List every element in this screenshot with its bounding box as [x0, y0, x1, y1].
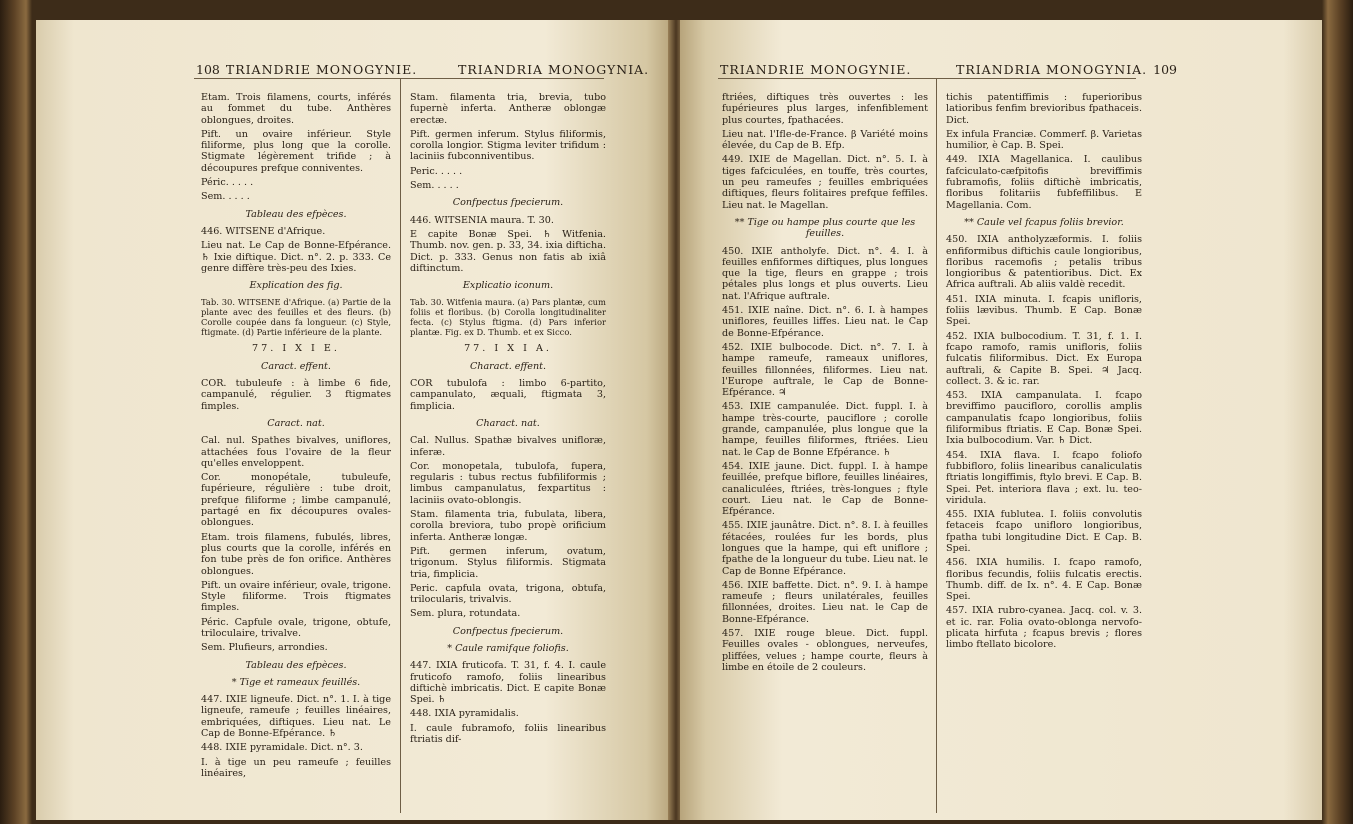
text-paragraph: E capite Bonæ Spei. ♄ Witfenia. Thumb. nov. gen. p. 33, 34. ixia difticha. Dict. p. 333. Genus non fatis ab ixiâ diftinctum. — [410, 228, 606, 274]
text-paragraph: 447. IXIA fruticofa. T. 31, f. 4. I. caule fruticofo ramofo, foliis linearibus diftichè imbricatis. Dict. E capite Bonæ Spei. ♄ — [410, 660, 606, 706]
text-paragraph: Sem. Plufieurs, arrondies. — [201, 642, 328, 654]
text-paragraph: 457. IXIE rouge bleue. Dict. fuppl. Feuilles ovales - oblongues, nerveufes, pliffées, velues ; hampe courte, fleurs à limbe en étoile de 2 couleurs. — [722, 628, 928, 673]
text-paragraph: Lieu nat. l'Ifle-de-France. β Variété moins élevée, du Cap de B. Efp. — [722, 128, 928, 152]
text-paragraph: 77. I X I E. — [252, 343, 340, 355]
right-latin-column — [946, 92, 1142, 654]
text-paragraph: Sem. . . . . — [410, 180, 459, 192]
right-col1-header: TRIANDRIE MONOGYNIE. — [720, 62, 912, 77]
text-paragraph: Péric. . . . . — [201, 177, 254, 189]
text-paragraph: 451. IXIE naîne. Dict. n°. 6. I. à hampes uniflores, feuilles liffes. Lieu nat. le Cap de Bonne-Efpérance. — [722, 305, 928, 339]
text-paragraph: 456. IXIA humilis. I. fcapo ramofo, floribus fecundis, foliis fulcatis erectis. Thumb. diff. de Ix. n°. 4. E Cap. Bonæ Spei. — [946, 557, 1142, 603]
text-paragraph: 456. IXIE baffette. Dict. n°. 9. I. à hampe rameufe ; fleurs unilatérales, feuilles fillonnées, droites. Lieu nat. le Cap de Bonne-Efpérance. — [722, 579, 928, 625]
text-paragraph: I. caule fubramofo, foliis linearibus ftriatis dif- — [410, 722, 606, 746]
text-paragraph: Pift. germen inferum. Stylus filiformis, corolla longior. Stigma leviter trifidum : laciniis fubconniventibus. — [410, 128, 606, 163]
text-paragraph: Etam. Trois filamens, courts, inférés au fommet du tube. Anthères oblongues, droites. — [201, 92, 391, 126]
text-paragraph: Tab. 30. WITSENE d'Afrique. (a) Partie de la plante avec des feuilles et des fleurs. (b) Corolle coupée dans fa longueur. (c) Style, ftigmate. (d) Partie inférieure de la plante. — [201, 297, 391, 338]
text-paragraph: Stam. filamenta tria, brevia, tubo fupernè inferta. Antheræ oblongæ erectæ. — [410, 92, 606, 126]
text-paragraph: 448. IXIE pyramidale. Dict. n°. 3. — [201, 742, 363, 754]
page-number: 109 — [1153, 62, 1178, 77]
text-paragraph: 455. IXIE jaunâtre. Dict. n°. 8. I. à feuilles fétacées, roulées fur les bords, plus longues que la hampe, qui eft uniflore ; fpathe de la longueur du tube. Lieu nat. le Cap de Bonne Efpérance. — [722, 520, 928, 577]
text-paragraph: Cal. nul. Spathes bivalves, uniflores, attachées fous l'ovaire de la fleur qu'elles enveloppent. — [201, 435, 391, 469]
text-paragraph: Peric. capfula ovata, trigona, obtufa, trilocularis, trivalvis. — [410, 582, 606, 606]
text-paragraph: Explicatio iconum. — [462, 280, 554, 292]
text-paragraph: tichis patentiffimis : fuperioribus latioribus fenfim brevioribus fpathaceis. Dict. — [946, 92, 1142, 126]
left-page — [36, 20, 672, 820]
page-number: 108 — [196, 62, 220, 77]
text-paragraph: Tab. 30. Witfenia maura. (a) Pars plantæ, cum foliis et floribus. (b) Corolla longitudinaliter fecta. (c) Stylus ftigma. (d) Pars inferior plantæ. Fig. ex D. Thumb. et ex Sicco. — [410, 297, 606, 338]
text-paragraph: Pift. germen inferum, ovatum, trigonum. Stylus filiformis. Stigmata tria, fimplicia. — [410, 545, 606, 580]
text-paragraph: Péric. Capfule ovale, trigone, obtufe, triloculaire, trivalve. — [201, 616, 391, 639]
text-paragraph: Caract. effent. — [261, 360, 331, 372]
text-paragraph: Etam. trois filamens, fubulés, libres, plus courts que la corolle, inférés en fon tube près de fon orifice. Anthères oblongues. — [201, 531, 391, 577]
text-paragraph: Lieu nat. Le Cap de Bonne-Efpérance. ♄ Ixie diftique. Dict. n°. 2. p. 333. Ce genre diffère très-peu des Ixies. — [201, 240, 391, 274]
text-paragraph: 454. IXIE jaune. Dict. fuppl. I. à hampe feuillée, prefque biflore, feuilles linéaires, canaliculées, ftriées, très-longues ; ftyle court. Lieu nat. le Cap de Bonne-Efpérance. — [722, 460, 928, 518]
text-paragraph: Tableau des efpèces. — [245, 208, 347, 220]
text-paragraph: 450. IXIE antholyfe. Dict. n°. 4. I. à feuilles enfiformes diftiques, plus longues que la tige, fleurs en grappe ; trois pétales plus longs et plus ouverts. Lieu nat. l'Afrique auftrale. — [722, 245, 928, 302]
header-rule — [718, 78, 1136, 79]
left-french-column — [201, 92, 391, 782]
text-paragraph: 446. WITSENIA maura. T. 30. — [410, 214, 554, 226]
left-latin-column — [410, 92, 606, 748]
text-paragraph: 448. IXIA pyramidalis. — [410, 708, 519, 720]
text-paragraph: I. à tige un peu rameufe ; feuilles linéaires, — [201, 756, 391, 779]
text-paragraph: ftriées, diftiques très ouvertes : les fupérieures plus larges, infenfiblement plus courtes, fpathacées. — [722, 92, 928, 126]
text-paragraph: Confpectus fpecierum. — [452, 197, 564, 209]
left-col2-header: TRIANDRIA MONOGYNIA. — [458, 62, 650, 77]
text-paragraph: 77. I X I A. — [464, 343, 552, 355]
text-paragraph: Cal. Nullus. Spathæ bivalves unifloræ, inferæ. — [410, 435, 606, 458]
right-col2-header: TRIANDRIA MONOGYNIA. 109 — [956, 62, 1178, 77]
text-paragraph: Tableau des efpèces. — [245, 659, 347, 671]
text-paragraph: 449. IXIE de Magellan. Dict. n°. 5. I. à tiges fafciculées, en touffe, très courtes, un peu rameufes ; feuilles embriquées diftiques, fleurs folitaires prefque feffiles. Lieu nat. le Magellan. — [722, 154, 928, 211]
text-paragraph: Charact. nat. — [476, 417, 540, 429]
text-paragraph: COR. tubuleufe : à limbe 6 fide, campanulé, régulier. 3 ftigmates fimples. — [201, 378, 391, 412]
text-paragraph: * Caule ramifque foliofis. — [447, 642, 569, 654]
left-col1-header: 108 TRIANDRIE MONOGYNIE. — [196, 62, 418, 77]
text-paragraph: Ex infula Franciæ. Commerf. β. Varietas humilior, è Cap. B. Spei. — [946, 128, 1142, 152]
text-paragraph: Peric. . . . . — [410, 165, 463, 177]
text-paragraph: 449. IXIA Magellanica. I. caulibus fafciculato-cæfpitofis breviffimis fubramofis, foliis diftichè imbricatis, floribus folitariis fubfeffilibus. E Magellania. Com. — [946, 154, 1142, 211]
column-rule — [936, 78, 937, 813]
text-paragraph: 446. WITSENE d'Afrique. — [201, 225, 326, 237]
text-paragraph: 455. IXIA fubluteа. I. foliis convolutis fetaceis fcapo unifloro longioribus, fpatha tubi longitudine Dict. E Cap. B. Spei. — [946, 509, 1142, 554]
text-paragraph: 452. IXIE bulbocode. Dict. n°. 7. I. à hampe rameufe, rameaux uniflores, feuilles fillonnées, filiformes. Lieu nat. l'Europe auftrale, le Cap de Bonne-Efpérance. ♃ — [722, 341, 928, 399]
text-paragraph: Cor. monopétale, tubuleufe, fupérieure, régulière : tube droit, prefque filiforme ; limbe campanulé, partagé en fix découpures ovales-oblongues. — [201, 472, 391, 529]
text-paragraph: ** Caule vel fcapus foliis brevior. — [964, 216, 1124, 228]
text-paragraph: 457. IXIA rubro-cyanea. Jacq. col. v. 3. et ic. rar. Folia ovato-oblonga nervofo-plicata hirfuta ; fcapus brevis ; flores limbo ftellato bicolore. — [946, 605, 1142, 651]
text-paragraph: COR tubulofa : limbo 6-partito, campanulato, æquali, ftigmata 3, fimplicia. — [410, 378, 606, 412]
right-french-column — [722, 92, 928, 676]
text-paragraph: Charact. effent. — [469, 360, 547, 372]
right-page — [680, 20, 1322, 820]
text-paragraph: 454. IXIA flava. I. fcapo foliofo fubbifloro, foliis linearibus canaliculatis ftriatis longiffimis, ftylo brevi. E Cap. B. Spei. Pet. interiora flava ; ext. lu. teo-viridula. — [946, 449, 1142, 506]
text-paragraph: 453. IXIA campanulata. I. fcapo breviffimo paucifloro, corollis amplis campanulatis fcapo longioribus, foliis filiformibus ftriatis. E Cap. Bonæ Spei. Ixia bulbocodium. Var. ♄ Dict. — [946, 390, 1142, 447]
header-rule — [194, 78, 604, 79]
text-paragraph: Explication des fig. — [249, 280, 343, 292]
text-paragraph: Cor. monopetala, tubulofa, fupera, regularis : tubus rectus fubfiliformis ; limbus campanulatus, fexpartitus : laciniis ovato-oblongis. — [410, 460, 606, 506]
text-paragraph: Stam. filamenta tria, fubulata, libera, corolla breviora, tubo propè orificium inferta. Antheræ longæ. — [410, 509, 606, 543]
text-paragraph: Sem. . . . . — [201, 191, 250, 203]
text-paragraph: 452. IXIA bulbocodium. T. 31, f. 1. I. fcapo ramofo, ramis unifloris, foliis fulcatis filiformibus. Dict. Ex Europa auftrali, & Capite B. Spei. ♃ Jacq. collect. 3. & ic. rar. — [946, 330, 1142, 387]
text-paragraph: 453. IXIE campanulée. Dict. fuppl. I. à hampe très-courte, pauciflore ; corolle grande, campanulée, plus longue que la hampe, feuilles filiformes, ftriées. Lieu nat. le Cap de Bonne Efpérance. ♄ — [722, 401, 928, 458]
column-rule — [400, 78, 401, 813]
text-paragraph: 451. IXIA minuta. I. fcapis unifloris, foliis lævibus. Thumb. E Cap. Bonæ Spei. — [946, 293, 1142, 328]
text-paragraph: * Tige et rameaux feuillés. — [231, 676, 361, 688]
text-paragraph: 450. IXIA antholyzæformis. I. foliis enfiformibus diftichis caule longioribus, floribus racemofis ; petalis tribus longioribus & patentioribus. Dict. Ex Africa auftrali. Ab aliis valdè recedit. — [946, 234, 1142, 291]
text-paragraph: ** Tige ou hampe plus courte que les feuilles. — [734, 216, 916, 240]
text-paragraph: Pift. un ovaire inférieur, ovale, trigone. Style filiforme. Trois ftigmates fimples. — [201, 579, 391, 614]
text-paragraph: Confpectus fpecierum. — [452, 625, 564, 637]
text-paragraph: Caract. nat. — [267, 417, 325, 429]
text-paragraph: Sem. plura, rotundata. — [410, 608, 521, 620]
text-paragraph: Pift. un ovaire inférieur. Style filiforme, plus long que la corolle. Stigmate légèrement trifide ; à découpures prefque conniventes. — [201, 128, 391, 174]
text-paragraph: 447. IXIE ligneufe. Dict. n°. 1. I. à tige ligneufe, rameufe ; feuilles linéaires, embriquées, diftiques. Lieu nat. Le Cap de Bonne-Efpérance. ♄ — [201, 694, 391, 740]
